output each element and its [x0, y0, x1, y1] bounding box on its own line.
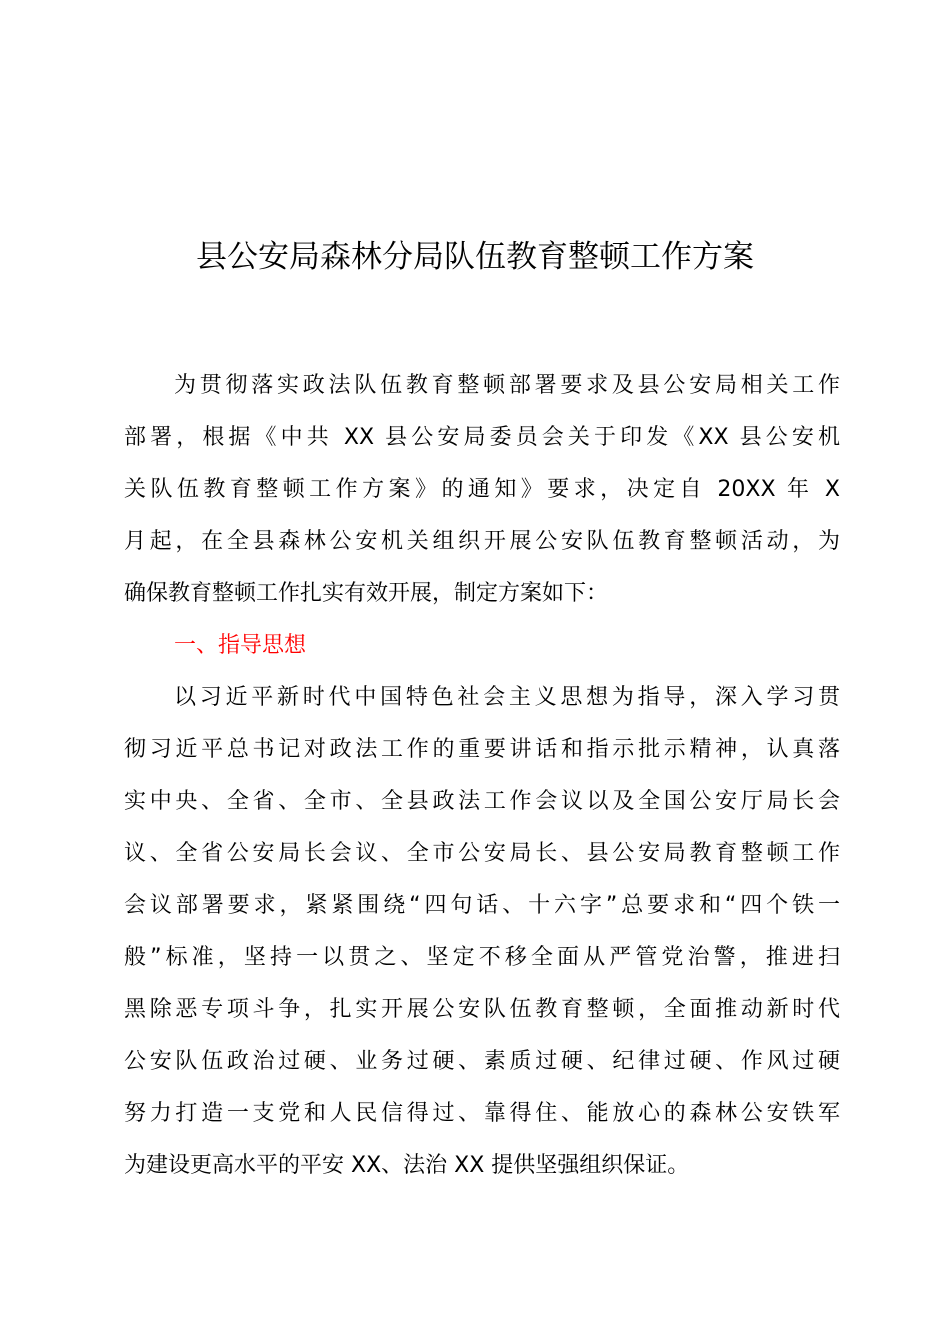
body-line: 以习近平新时代中国特色社会主义思想为指导，深入学习贯 [174, 685, 840, 710]
intro-line: 关队伍教育整顿工作方案》的通知》要求，决定自 20XX 年 X [124, 477, 840, 502]
intro-line: 月起，在全县森林公安机关组织开展公安队伍教育整顿活动，为 [124, 529, 840, 554]
intro-line: 部署，根据《中共 XX 县公安局委员会关于印发《XX 县公安机 [124, 425, 840, 450]
document-title: 县公安局森林分局队伍教育整顿工作方案 [196, 239, 754, 275]
body-line: 议、全省公安局长会议、全市公安局长、县公安局教育整顿工作 [124, 841, 840, 866]
body-line: 彻习近平总书记对政法工作的重要讲话和指示批示精神，认真落 [124, 737, 840, 762]
body-line: 会议部署要求，紧紧围绕“四句话、十六字”总要求和“四个铁一 [124, 893, 840, 918]
section-heading: 一、指导思想 [174, 633, 307, 658]
body-line: 实中央、全省、全市、全县政法工作会议以及全国公安厅局长会 [124, 789, 840, 814]
body-line: 努力打造一支党和人民信得过、靠得住、能放心的森林公安铁军 [124, 1101, 840, 1126]
intro-line: 确保教育整顿工作扎实有效开展，制定方案如下： [124, 581, 609, 606]
body-line: 黑除恶专项斗争，扎实开展公安队伍教育整顿，全面推动新时代 [124, 997, 840, 1022]
intro-line: 为贯彻落实政法队伍教育整顿部署要求及县公安局相关工作 [174, 373, 840, 398]
body-line: 公安队伍政治过硬、业务过硬、素质过硬、纪律过硬、作风过硬 [124, 1049, 840, 1074]
body-line: 为建设更高水平的平安 XX、法治 XX 提供坚强组织保证。 [124, 1153, 690, 1178]
body-line: 般”标准，坚持一以贯之、坚定不移全面从严管党治警，推进扫 [124, 945, 840, 970]
